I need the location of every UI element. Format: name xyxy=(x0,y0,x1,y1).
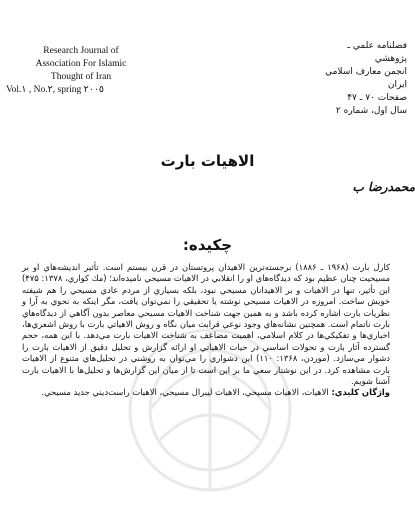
journal-name-line: انجمن معارف اسلامي xyxy=(325,67,407,77)
volume-info: Vol.١ , No.٢, spring ٢٠٠٥ xyxy=(6,85,105,95)
page-range: صفحات ۷۰ ـ ۴۷ xyxy=(347,93,407,103)
abstract-heading: چكيده: xyxy=(182,236,233,254)
journal-name-line: Association For Islamic xyxy=(35,59,127,69)
keywords-label: واژگان كليدي: xyxy=(331,387,390,398)
journal-info-persian xyxy=(257,40,407,118)
journal-name-line: فصلنامه علمي ـ xyxy=(347,41,407,51)
volume-info: سال اول، شماره ۲ xyxy=(335,106,407,116)
keywords-line xyxy=(22,387,390,398)
journal-name-line: پژوهشي xyxy=(374,54,407,64)
author-name: محمدرضا ب xyxy=(352,180,415,194)
abstract-body xyxy=(22,262,390,399)
journal-name-line: ايران xyxy=(387,80,407,90)
journal-info-english xyxy=(6,45,156,97)
abstract-paragraph: كارل بارت (۱۹۶۸ ـ ۱۸۸۶) برجسته‌ترين الاهيدان پروتستان در قرن بيستم است. تأثير انديشه‌هاي او بر مسيحيت چنان عظيم بود كه ديدگاه‌هاي او را انقلابي در الاهيات مسيحي ناميده‌اند؛ (مك كواري، ۱۳۷۸: ۴۷۵) اين تأثير، تنها در الاهيات و بر الاهيدانان مسيحي نبود، بلكه بسياري از مردم عادي مسيحي را هم شيفته خويش ساخت. امروزه در الاهيات مسيحي نوشته يا تحقيقي را نمي‌توان يافت، مگر اينكه به نحوي به آرا و نظريات بارت اشاره كرده باشد و به همين جهت شناخت الاهيات مسيحي معاصر بدون آگاهي از ديدگاه‌هاي بارت ناتمام است. همچنين نشانه‌هاي وجود نوعي قرابت ميان نگاه و روش الاهياتي بارت با روش اشعري‌ها، اخباري‌ها و تفكيكي‌ها در كلام اسلامي، اهميت مضاعف به شناخت الاهيات بارت مي‌دهد. با اين همه، حجم گسترده آثار بارت و تحولات اساسي در حيات الاهياتي او ارائه گزارش و تحليل دقيق از الاهيات بارت را دشوار مي‌سازد. (موردن، ۱۳۶۸: ۱۱۰) اين دشواري را مي‌توان به روشني در تحليل‌هاي متنوع از الاهيات بارت مشاهده كرد. در اين نوشتار سعي ما بر اين است تا از ميان اين گزارش‌ها و تحليل‌ها با الاهيات بارت آشنا شويم. xyxy=(22,262,391,387)
keywords-text: الاهيات، الاهيات مسيحي، الاهيات ليبرال مسيحي، الاهيات راست‌ديني جديد مسيحي. xyxy=(41,387,329,398)
journal-name-line: Thought of Iran xyxy=(50,72,112,82)
journal-name-line: Research Journal of xyxy=(43,46,119,56)
article-title: الاهيات بارت xyxy=(160,152,255,170)
